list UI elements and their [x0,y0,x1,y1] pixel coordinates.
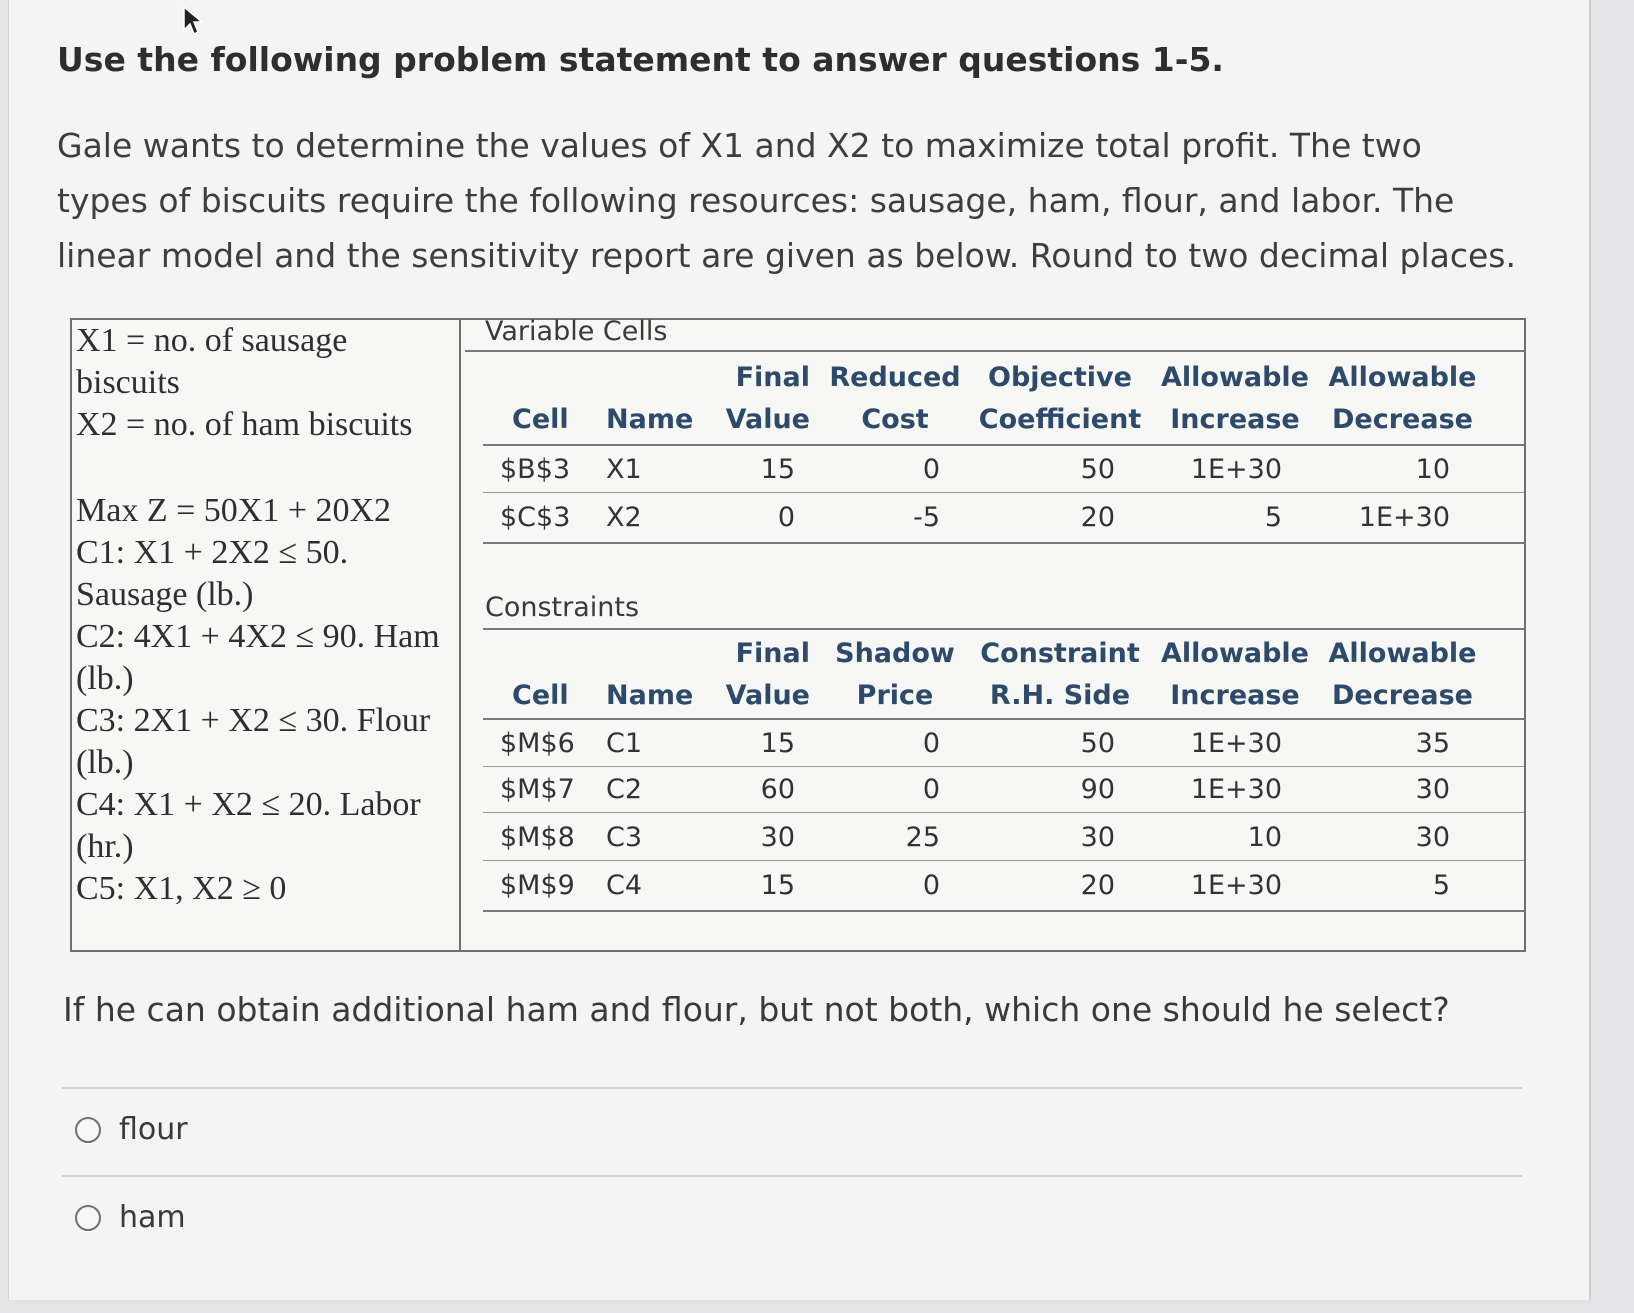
c-row3-increase: 10 [1247,822,1282,853]
c-row2-shadow-price: 0 [922,774,940,805]
option-ham-label: ham [119,1200,186,1235]
ham-radio-button[interactable] [75,1205,101,1231]
objective-function: Max Z = 50X1 + 20X2 [76,492,392,529]
problem-statement: Gale wants to determine the values of X1 and X2 to maximize total profit. The two types of biscuits require the following resources: sausage, ham, flour, and labor. The linear model and the sensitivity report are given as below. Round to two decimal places. [57,126,1516,275]
vc-header-allowable-dec: Allowable [1328,362,1477,393]
c-row1-cell: $M$6 [500,728,575,759]
c-row4-final-value: 15 [760,870,795,901]
c-row2-decrease: 30 [1415,774,1450,805]
vc-row1-name: X1 [606,454,642,485]
flour-radio-button[interactable] [75,1117,101,1143]
vc-header-decrease: Decrease [1332,404,1473,435]
vc-row1-final-value: 15 [760,454,795,485]
constraint-c3: C3: 2X1 + X2 ≤ 30. Flour (lb.) [76,702,431,781]
c-header-price: Price [856,680,934,711]
vc-row1-reduced-cost: 0 [922,454,940,485]
option-ham[interactable] [75,1200,186,1235]
c-row1-shadow-price: 0 [922,728,940,759]
c-row2-final-value: 60 [760,774,795,805]
c-row4-shadow-price: 0 [922,870,940,901]
c-row3-shadow-price: 25 [905,822,940,853]
sensitivity-report [465,316,1524,950]
variable-cells-title: Variable Cells [485,316,668,347]
c-row4-cell: $M$9 [500,870,575,901]
c-header-cell: Cell [512,680,569,711]
c-header-allowable-inc: Allowable [1160,638,1309,669]
option-flour-label: flour [119,1112,188,1147]
c-row3-final-value: 30 [760,822,795,853]
vc-row1-decrease: 10 [1415,454,1450,485]
vc-row2-increase: 5 [1264,502,1282,533]
vc-header-cell: Cell [512,404,569,435]
c-row2-rh-side: 90 [1080,774,1115,805]
vc-header-coefficient: Coefficient [978,404,1142,435]
c-row2-name: C2 [606,774,643,805]
option-divider [62,1087,1522,1089]
c-row1-final-value: 15 [760,728,795,759]
c-row2-increase: 1E+30 [1190,774,1282,805]
vc-header-reduced: Reduced [829,362,961,393]
c-row3-name: C3 [606,822,643,853]
c-row4-increase: 1E+30 [1190,870,1282,901]
vc-header-final: Final [735,362,810,393]
c-header-decrease: Decrease [1332,680,1473,711]
question-heading: Use the following problem statement to answer questions 1-5. [57,40,1224,79]
vc-header-name: Name [606,404,694,435]
constraint-c5: C5: X1, X2 ≥ 0 [76,870,287,907]
c-header-value: Value [725,680,810,711]
vc-row2-reduced-cost: -5 [913,502,940,533]
vc-header-allowable-inc: Allowable [1160,362,1309,393]
c-row1-increase: 1E+30 [1190,728,1282,759]
constraint-c4: C4: X1 + X2 ≤ 20. Labor (hr.) [76,786,421,865]
constraints-title: Constraints [485,592,640,623]
vc-row2-final-value: 0 [777,502,795,533]
vc-header-increase: Increase [1170,404,1300,435]
vc-row2-decrease: 1E+30 [1358,502,1450,533]
x2-definition: X2 = no. of ham biscuits [76,406,413,443]
c-row4-rh-side: 20 [1080,870,1115,901]
c-row4-name: C4 [606,870,643,901]
c-row1-rh-side: 50 [1080,728,1115,759]
c-row1-name: C1 [606,728,643,759]
c-row3-rh-side: 30 [1080,822,1115,853]
vc-row1-objective: 50 [1080,454,1115,485]
vc-row1-cell: $B$3 [500,454,571,485]
c-header-rh-side: R.H. Side [989,680,1131,711]
vc-row2-name: X2 [606,502,642,533]
c-row1-decrease: 35 [1415,728,1450,759]
c-row4-decrease: 5 [1432,870,1450,901]
question-text: If he can obtain additional ham and flour, but not both, which one should he select? [63,990,1450,1029]
vc-header-value: Value [725,404,810,435]
option-flour[interactable] [75,1112,188,1147]
c-header-allowable-dec: Allowable [1328,638,1477,669]
mouse-cursor-icon [182,6,204,36]
vc-row2-cell: $C$3 [500,502,571,533]
linear-model-panel [72,320,461,950]
c-header-final: Final [735,638,810,669]
c-header-shadow: Shadow [835,638,955,669]
constraint-c2: C2: 4X1 + 4X2 ≤ 90. Ham (lb.) [76,618,440,697]
vc-row1-increase: 1E+30 [1190,454,1282,485]
model-and-report-figure [70,318,1526,952]
c-header-increase: Increase [1170,680,1300,711]
c-row2-cell: $M$7 [500,774,575,805]
c-row3-cell: $M$8 [500,822,575,853]
vc-header-objective: Objective [988,362,1132,393]
c-header-name: Name [606,680,694,711]
c-row3-decrease: 30 [1415,822,1450,853]
c-header-constraint: Constraint [980,638,1140,669]
vc-row2-objective: 20 [1080,502,1115,533]
constraint-c1: C1: X1 + 2X2 ≤ 50. Sausage (lb.) [76,534,349,613]
x1-definition: X1 = no. of sausage biscuits [76,322,348,401]
vc-header-cost: Cost [861,404,929,435]
option-divider [62,1175,1522,1177]
